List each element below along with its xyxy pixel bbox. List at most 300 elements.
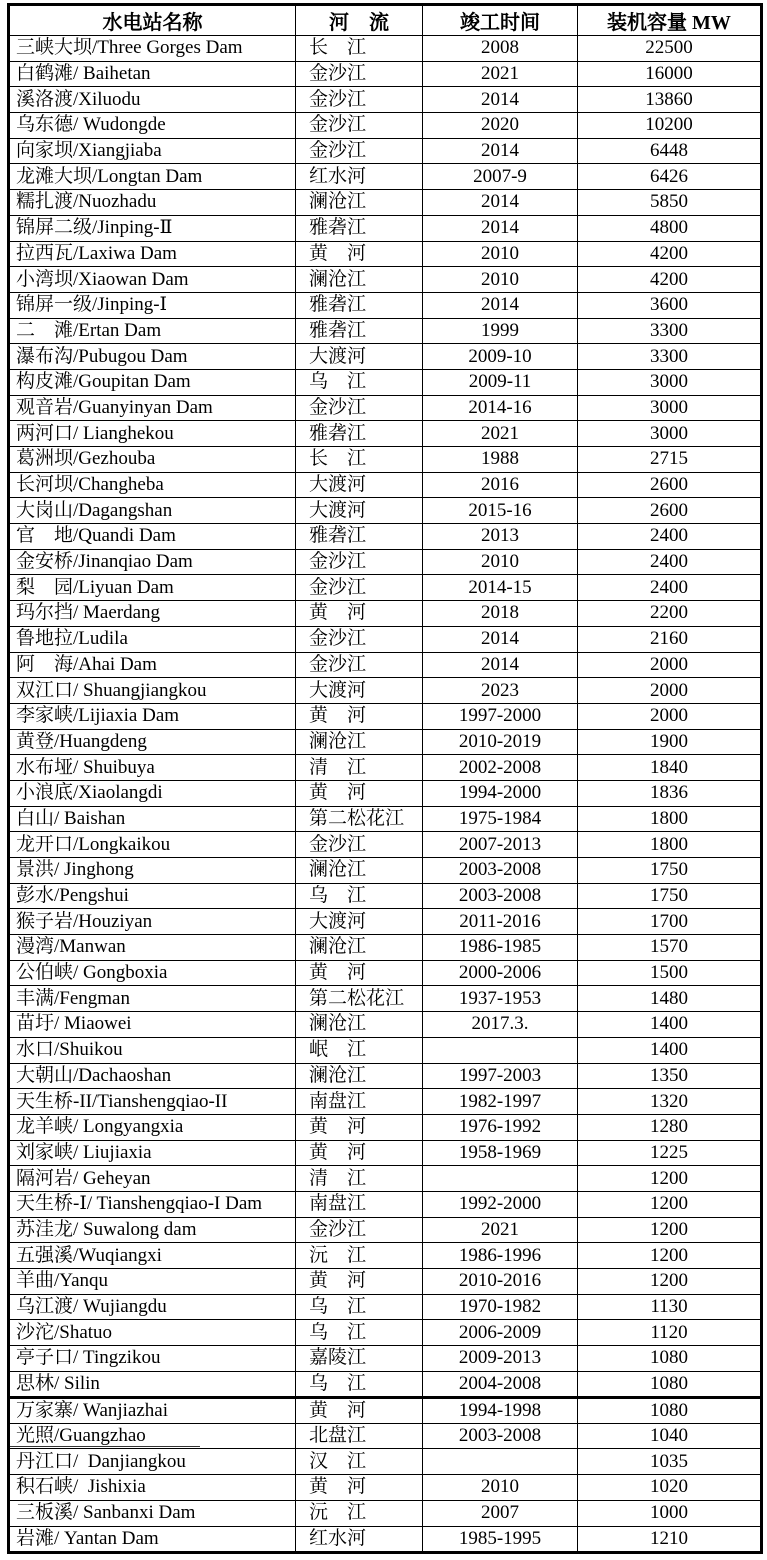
river-cell: 金沙江 [296,395,423,421]
table-row [9,318,762,344]
completion-cell: 1937-1953 [423,986,578,1012]
river-cell: 金沙江 [296,1217,423,1243]
completion-cell: 2009-11 [423,369,578,395]
station-name-cell: 溪洛渡/Xiluodu [9,87,296,113]
table-row [9,1449,762,1475]
station-name-cell: 构皮滩/Goupitan Dam [9,369,296,395]
completion-cell: 2015-16 [423,498,578,524]
river-cell: 黄 河 [296,1114,423,1140]
river-cell: 南盘江 [296,1089,423,1115]
river-cell: 金沙江 [296,626,423,652]
completion-cell: 1982-1997 [423,1089,578,1115]
river-cell: 澜沧江 [296,190,423,216]
capacity-cell: 1480 [578,986,762,1012]
station-name-cell: 积石峡/ Jishixia [9,1475,296,1501]
capacity-cell: 1800 [578,806,762,832]
capacity-cell: 1080 [578,1346,762,1372]
completion-cell: 1975-1984 [423,806,578,832]
capacity-cell: 5850 [578,190,762,216]
completion-cell: 2009-10 [423,344,578,370]
capacity-cell: 1570 [578,935,762,961]
station-name-cell: 光照/Guangzhao [9,1423,296,1449]
river-cell: 黄 河 [296,601,423,627]
capacity-cell: 3000 [578,369,762,395]
col-header-completion-time: 竣工时间 [423,5,578,36]
table-row [9,1217,762,1243]
capacity-cell: 2160 [578,626,762,652]
completion-cell: 2010-2019 [423,729,578,755]
capacity-cell: 6426 [578,164,762,190]
station-name-cell: 三峡大坝/Three Gorges Dam [9,36,296,62]
table-row [9,1526,762,1552]
capacity-cell: 1700 [578,909,762,935]
station-name-cell: 万家寨/ Wanjiazhai [9,1397,296,1423]
table-row [9,806,762,832]
river-cell: 金沙江 [296,61,423,87]
station-name-cell: 丰满/Fengman [9,986,296,1012]
river-cell: 乌 江 [296,1320,423,1346]
completion-cell: 2014 [423,87,578,113]
capacity-cell: 3300 [578,318,762,344]
river-cell: 澜沧江 [296,858,423,884]
completion-cell: 2002-2008 [423,755,578,781]
river-cell: 澜沧江 [296,729,423,755]
table-row [9,549,762,575]
table-row [9,61,762,87]
river-cell: 黄 河 [296,1140,423,1166]
completion-cell: 1992-2000 [423,1191,578,1217]
table-row [9,755,762,781]
capacity-cell: 3000 [578,421,762,447]
station-name-cell: 水口/Shuikou [9,1037,296,1063]
table-row [9,1140,762,1166]
table-row [9,935,762,961]
table-row [9,575,762,601]
station-name-cell: 大朝山/Dachaoshan [9,1063,296,1089]
col-header-river: 河 流 [296,5,423,36]
completion-cell: 1994-1998 [423,1397,578,1423]
capacity-cell: 1280 [578,1114,762,1140]
capacity-cell: 1836 [578,780,762,806]
station-name-cell: 龙羊峡/ Longyangxia [9,1114,296,1140]
capacity-cell: 1350 [578,1063,762,1089]
table-row [9,678,762,704]
river-cell: 岷 江 [296,1037,423,1063]
hydropower-stations-table [7,3,763,1554]
river-cell: 澜沧江 [296,935,423,961]
station-name-cell: 白鹤滩/ Baihetan [9,61,296,87]
station-name-cell: 水布垭/ Shuibuya [9,755,296,781]
table-row [9,292,762,318]
completion-cell: 2014 [423,652,578,678]
river-cell: 长 江 [296,447,423,473]
river-cell: 金沙江 [296,87,423,113]
table-row [9,215,762,241]
capacity-cell: 1840 [578,755,762,781]
station-name-cell: 长河坝/Changheba [9,472,296,498]
river-cell: 嘉陵江 [296,1346,423,1372]
completion-cell: 2021 [423,61,578,87]
station-name-cell: 乌东德/ Wudongde [9,113,296,139]
capacity-cell: 2200 [578,601,762,627]
capacity-cell: 1020 [578,1475,762,1501]
table-row [9,1114,762,1140]
table-row [9,1346,762,1372]
station-name-cell: 岩滩/ Yantan Dam [9,1526,296,1552]
capacity-cell: 4800 [578,215,762,241]
capacity-cell: 1750 [578,858,762,884]
station-name-cell: 鲁地拉/Ludila [9,626,296,652]
capacity-cell: 1800 [578,832,762,858]
river-cell: 黄 河 [296,1475,423,1501]
river-cell: 第二松花江 [296,986,423,1012]
river-cell: 黄 河 [296,703,423,729]
capacity-cell: 16000 [578,61,762,87]
completion-cell: 2014 [423,292,578,318]
completion-cell: 2013 [423,524,578,550]
table-row [9,1371,762,1397]
station-name-cell: 五强溪/Wuqiangxi [9,1243,296,1269]
capacity-cell: 1000 [578,1500,762,1526]
table-row [9,1500,762,1526]
capacity-cell: 22500 [578,36,762,62]
station-name-cell: 阿 海/Ahai Dam [9,652,296,678]
completion-cell: 2010 [423,549,578,575]
station-name-cell: 玛尔挡/ Maerdang [9,601,296,627]
completion-cell: 1985-1995 [423,1526,578,1552]
completion-cell: 2009-2013 [423,1346,578,1372]
river-cell: 雅砻江 [296,421,423,447]
station-name-cell: 亭子口/ Tingzikou [9,1346,296,1372]
table-row [9,421,762,447]
capacity-cell: 4200 [578,241,762,267]
completion-cell: 2003-2008 [423,1423,578,1449]
table-row [9,1243,762,1269]
completion-cell: 2010-2016 [423,1269,578,1295]
completion-cell: 2007-9 [423,164,578,190]
completion-cell: 2003-2008 [423,883,578,909]
river-cell: 澜沧江 [296,267,423,293]
river-cell: 大渡河 [296,472,423,498]
completion-cell: 2008 [423,36,578,62]
table-row [9,780,762,806]
capacity-cell: 1040 [578,1423,762,1449]
station-name-cell: 乌江渡/ Wujiangdu [9,1294,296,1320]
completion-cell: 2014-15 [423,575,578,601]
table-row [9,729,762,755]
station-name-cell: 天生桥-Ⅰ/ Tianshengqiao-I Dam [9,1191,296,1217]
table-row [9,241,762,267]
completion-cell: 1997-2000 [423,703,578,729]
river-cell: 黄 河 [296,780,423,806]
river-cell: 雅砻江 [296,524,423,550]
river-cell: 金沙江 [296,113,423,139]
completion-cell: 2021 [423,1217,578,1243]
station-name-cell: 双江口/ Shuangjiangkou [9,678,296,704]
completion-cell: 1958-1969 [423,1140,578,1166]
capacity-cell: 1080 [578,1371,762,1397]
capacity-cell: 1900 [578,729,762,755]
station-name-cell: 锦屏一级/Jinping-Ⅰ [9,292,296,318]
completion-cell: 2010 [423,241,578,267]
completion-cell [423,1449,578,1475]
station-name-cell: 龙开口/Longkaikou [9,832,296,858]
table-row [9,883,762,909]
capacity-cell: 1750 [578,883,762,909]
completion-cell: 1986-1985 [423,935,578,961]
completion-cell: 1986-1996 [423,1243,578,1269]
station-name-cell: 景洪/ Jinghong [9,858,296,884]
table-row [9,447,762,473]
station-name-cell: 糯扎渡/Nuozhadu [9,190,296,216]
river-cell: 黄 河 [296,1397,423,1423]
capacity-cell: 2000 [578,703,762,729]
river-cell: 黄 河 [296,241,423,267]
completion-cell: 2010 [423,1475,578,1501]
completion-cell: 1976-1992 [423,1114,578,1140]
river-cell: 大渡河 [296,678,423,704]
completion-cell: 2004-2008 [423,1371,578,1397]
river-cell: 沅 江 [296,1500,423,1526]
station-name-cell: 大岗山/Dagangshan [9,498,296,524]
capacity-cell: 6448 [578,138,762,164]
capacity-cell: 3000 [578,395,762,421]
station-name-cell: 二 滩/Ertan Dam [9,318,296,344]
table-row [9,524,762,550]
table-row [9,113,762,139]
table-row [9,601,762,627]
capacity-cell: 2000 [578,678,762,704]
col-header-installed-capacity: 装机容量 MW [578,5,762,36]
river-cell: 金沙江 [296,138,423,164]
capacity-cell: 2000 [578,652,762,678]
capacity-cell: 1210 [578,1526,762,1552]
capacity-cell: 2400 [578,575,762,601]
station-name-cell: 观音岩/Guanyinyan Dam [9,395,296,421]
completion-cell: 1970-1982 [423,1294,578,1320]
table-row [9,1269,762,1295]
completion-cell: 2006-2009 [423,1320,578,1346]
table-row [9,1397,762,1423]
table-row [9,960,762,986]
table-row [9,267,762,293]
station-name-cell: 向家坝/Xiangjiaba [9,138,296,164]
table-row [9,472,762,498]
river-cell: 乌 江 [296,883,423,909]
capacity-cell: 3600 [578,292,762,318]
station-name-cell: 金安桥/Jinanqiao Dam [9,549,296,575]
table-row [9,1320,762,1346]
capacity-cell: 2600 [578,498,762,524]
capacity-cell: 2600 [578,472,762,498]
station-name-cell: 隔河岩/ Geheyan [9,1166,296,1192]
river-cell: 乌 江 [296,1294,423,1320]
completion-cell: 2003-2008 [423,858,578,884]
table-row [9,1089,762,1115]
header-row [9,5,762,36]
completion-cell [423,1166,578,1192]
station-name-cell: 锦屏二级/Jinping-Ⅱ [9,215,296,241]
capacity-cell: 1200 [578,1243,762,1269]
river-cell: 金沙江 [296,549,423,575]
capacity-cell: 1080 [578,1397,762,1423]
station-name-cell: 小浪底/Xiaolangdi [9,780,296,806]
capacity-cell: 2400 [578,549,762,575]
completion-cell: 1999 [423,318,578,344]
station-name-cell: 三板溪/ Sanbanxi Dam [9,1500,296,1526]
river-cell: 乌 江 [296,1371,423,1397]
table-row [9,190,762,216]
river-cell: 北盘江 [296,1423,423,1449]
river-cell: 长 江 [296,36,423,62]
station-name-cell: 龙滩大坝/Longtan Dam [9,164,296,190]
station-name-cell: 刘家峡/ Liujiaxia [9,1140,296,1166]
table-row [9,498,762,524]
capacity-cell: 10200 [578,113,762,139]
table-row [9,1475,762,1501]
capacity-cell: 1200 [578,1166,762,1192]
river-cell: 大渡河 [296,498,423,524]
completion-cell: 2011-2016 [423,909,578,935]
completion-cell: 2021 [423,421,578,447]
table-row [9,858,762,884]
table-row [9,395,762,421]
completion-cell: 2007 [423,1500,578,1526]
table-row [9,1191,762,1217]
completion-cell: 2023 [423,678,578,704]
station-name-cell: 瀑布沟/Pubugou Dam [9,344,296,370]
river-cell: 雅砻江 [296,292,423,318]
river-cell: 第二松花江 [296,806,423,832]
table-row [9,652,762,678]
table-row [9,909,762,935]
completion-cell: 2007-2013 [423,832,578,858]
river-cell: 大渡河 [296,344,423,370]
capacity-cell: 2715 [578,447,762,473]
table-row [9,87,762,113]
capacity-cell: 1200 [578,1217,762,1243]
station-name-cell: 梨 园/Liyuan Dam [9,575,296,601]
capacity-cell: 1200 [578,1269,762,1295]
table-row [9,344,762,370]
capacity-cell: 1120 [578,1320,762,1346]
station-name-cell: 猴子岩/Houziyan [9,909,296,935]
capacity-cell: 1400 [578,1012,762,1038]
river-cell: 黄 河 [296,1269,423,1295]
capacity-cell: 1035 [578,1449,762,1475]
table-row [9,1166,762,1192]
station-name-cell: 苗圩/ Miaowei [9,1012,296,1038]
river-cell: 乌 江 [296,369,423,395]
station-name-cell: 两河口/ Lianghekou [9,421,296,447]
capacity-cell: 1130 [578,1294,762,1320]
station-name-cell: 思林/ Silin [9,1371,296,1397]
station-name-cell: 苏洼龙/ Suwalong dam [9,1217,296,1243]
river-cell: 黄 河 [296,960,423,986]
river-cell: 澜沧江 [296,1063,423,1089]
station-name-cell: 白山/ Baishan [9,806,296,832]
river-cell: 雅砻江 [296,318,423,344]
station-name-cell: 拉西瓦/Laxiwa Dam [9,241,296,267]
river-cell: 清 江 [296,755,423,781]
table-row [9,369,762,395]
station-name-cell: 黄登/Huangdeng [9,729,296,755]
table-row [9,36,762,62]
capacity-cell: 13860 [578,87,762,113]
river-cell: 金沙江 [296,832,423,858]
completion-cell: 1997-2003 [423,1063,578,1089]
station-name-cell: 丹江口/ Danjiangkou [9,1449,296,1475]
completion-cell: 2020 [423,113,578,139]
completion-cell: 2000-2006 [423,960,578,986]
capacity-cell: 3300 [578,344,762,370]
station-name-cell: 天生桥-II/Tianshengqiao-II [9,1089,296,1115]
table-row [9,626,762,652]
station-name-cell: 葛洲坝/Gezhouba [9,447,296,473]
table-row [9,1063,762,1089]
river-cell: 红水河 [296,1526,423,1552]
col-header-station-name: 水电站名称 [9,5,296,36]
completion-cell: 2014 [423,215,578,241]
capacity-cell: 2400 [578,524,762,550]
station-name-cell: 李家峡/Lijiaxia Dam [9,703,296,729]
capacity-cell: 1225 [578,1140,762,1166]
table-row [9,1294,762,1320]
table-row [9,138,762,164]
capacity-cell: 1400 [578,1037,762,1063]
station-name-cell: 彭水/Pengshui [9,883,296,909]
completion-cell: 1994-2000 [423,780,578,806]
completion-cell: 2017.3. [423,1012,578,1038]
table-row [9,986,762,1012]
river-cell: 红水河 [296,164,423,190]
table-row [9,1012,762,1038]
river-cell: 大渡河 [296,909,423,935]
table-row [9,1423,762,1449]
station-name-cell: 小湾坝/Xiaowan Dam [9,267,296,293]
table-row [9,1037,762,1063]
completion-cell: 2016 [423,472,578,498]
capacity-cell: 1320 [578,1089,762,1115]
completion-cell [423,1037,578,1063]
completion-cell: 2014 [423,138,578,164]
table-row [9,164,762,190]
table-row [9,703,762,729]
river-cell: 沅 江 [296,1243,423,1269]
completion-cell: 1988 [423,447,578,473]
completion-cell: 2014 [423,626,578,652]
river-cell: 金沙江 [296,575,423,601]
capacity-cell: 1500 [578,960,762,986]
river-cell: 澜沧江 [296,1012,423,1038]
station-name-cell: 漫湾/Manwan [9,935,296,961]
river-cell: 雅砻江 [296,215,423,241]
station-name-cell: 公伯峡/ Gongboxia [9,960,296,986]
river-cell: 金沙江 [296,652,423,678]
completion-cell: 2014 [423,190,578,216]
completion-cell: 2018 [423,601,578,627]
river-cell: 清 江 [296,1166,423,1192]
station-name-cell: 沙沱/Shatuo [9,1320,296,1346]
station-name-cell: 羊曲/Yanqu [9,1269,296,1295]
river-cell: 汉 江 [296,1449,423,1475]
capacity-cell: 4200 [578,267,762,293]
station-name-cell: 官 地/Quandi Dam [9,524,296,550]
completion-cell: 2010 [423,267,578,293]
capacity-cell: 1200 [578,1191,762,1217]
river-cell: 南盘江 [296,1191,423,1217]
table-row [9,832,762,858]
